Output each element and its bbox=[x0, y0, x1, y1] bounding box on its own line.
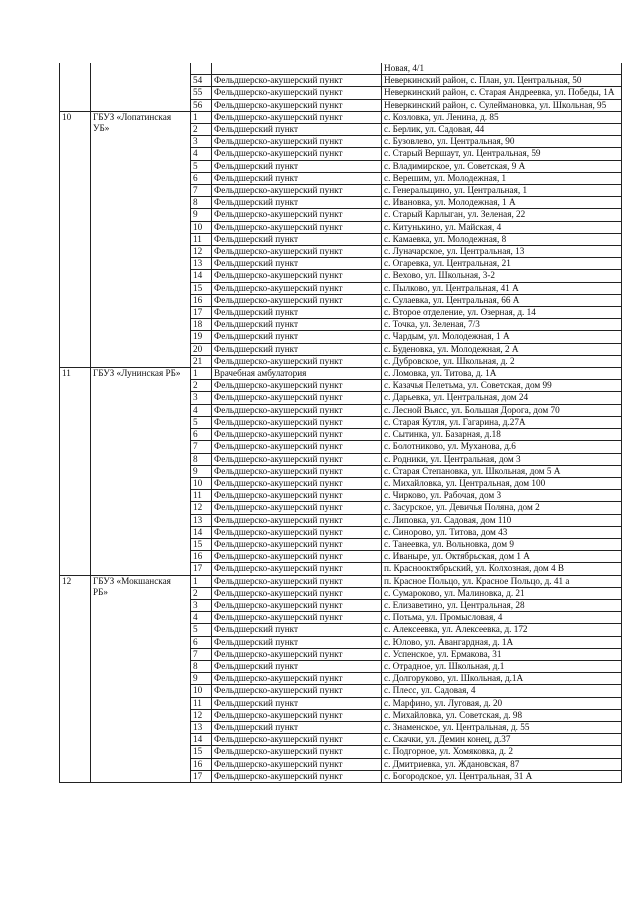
facility-address-cell: с. Луначарское, ул. Центральная, 13 bbox=[382, 246, 622, 258]
row-number-cell: 14 bbox=[191, 526, 212, 538]
facility-type-cell: Фельдшерский пункт bbox=[212, 197, 382, 209]
facility-address-cell: с. Бузовлево, ул. Центральная, 90 bbox=[382, 136, 622, 148]
facility-type-cell: Фельдшерско-акушерский пункт bbox=[212, 502, 382, 514]
facility-type-cell: Фельдшерский пункт bbox=[212, 636, 382, 648]
facility-address-cell: п. Красное Польцо, ул. Красное Польцо, д. 41 а bbox=[382, 575, 622, 587]
facility-type-cell: Фельдшерско-акушерский пункт bbox=[212, 465, 382, 477]
facilities-table-body bbox=[60, 63, 622, 782]
row-number-cell: 6 bbox=[191, 172, 212, 184]
facility-address-cell: с. Чирково, ул. Рабочая, дом 3 bbox=[382, 490, 622, 502]
facility-address-cell: с. Второе отделение, ул. Озерная, д. 14 bbox=[382, 307, 622, 319]
facility-type-cell: Фельдшерско-акушерский пункт bbox=[212, 673, 382, 685]
facility-address-cell: с. Сытинка, ул. Базарная, д.18 bbox=[382, 429, 622, 441]
facility-type-cell: Фельдшерско-акушерский пункт bbox=[212, 514, 382, 526]
group-org-cell: ГБУЗ «Лопатинская УБ» bbox=[91, 111, 191, 367]
facility-address-cell: с. Лесной Вьясс, ул. Большая Дорога, дом 70 bbox=[382, 404, 622, 416]
facility-type-cell: Фельдшерский пункт bbox=[212, 233, 382, 245]
row-number-cell: 17 bbox=[191, 307, 212, 319]
group-org-cell: ГБУЗ «Мокшанская РБ» bbox=[91, 575, 191, 782]
facility-address-cell: с. Болотниково, ул. Муханова, д.6 bbox=[382, 441, 622, 453]
row-number-cell: 12 bbox=[191, 246, 212, 258]
group-number-cell: 11 bbox=[60, 368, 91, 575]
row-number-cell: 12 bbox=[191, 709, 212, 721]
facility-address-cell: с. Липовка, ул. Садовая, дом 110 bbox=[382, 514, 622, 526]
facility-type-cell: Врачебная амбулатория bbox=[212, 368, 382, 380]
facility-address-cell: с. Богородское, ул. Центральная, 31 А bbox=[382, 770, 622, 782]
facility-type-cell: Фельдшерско-акушерский пункт bbox=[212, 392, 382, 404]
facility-type-cell: Фельдшерско-акушерский пункт bbox=[212, 185, 382, 197]
facility-type-cell: Фельдшерско-акушерский пункт bbox=[212, 758, 382, 770]
row-number-cell: 14 bbox=[191, 270, 212, 282]
facility-address-cell: с. Дубровское, ул. Школьная, д. 2 bbox=[382, 355, 622, 367]
facility-address-cell: с. Пылково, ул. Центральная, 41 А bbox=[382, 282, 622, 294]
facility-address-cell: с. Отрадное, ул. Школьная, д.1 bbox=[382, 660, 622, 672]
facility-address-cell: с. Владимирское, ул. Советская, 9 А bbox=[382, 160, 622, 172]
facility-type-cell: Фельдшерский пункт bbox=[212, 343, 382, 355]
facility-type-cell: Фельдшерско-акушерский пункт bbox=[212, 99, 382, 111]
row-number-cell: 9 bbox=[191, 465, 212, 477]
row-number-cell: 5 bbox=[191, 416, 212, 428]
facility-address-cell: с. Подгорное, ул. Хомяковка, д. 2 bbox=[382, 746, 622, 758]
row-number-cell: 8 bbox=[191, 453, 212, 465]
row-number-cell: 10 bbox=[191, 685, 212, 697]
facility-type-cell: Фельдшерско-акушерский пункт bbox=[212, 209, 382, 221]
facility-type-cell: Фельдшерско-акушерский пункт bbox=[212, 551, 382, 563]
facility-type-cell: Фельдшерско-акушерский пункт bbox=[212, 685, 382, 697]
facility-address-cell: с. Сулаевка, ул. Центральная, 66 А bbox=[382, 294, 622, 306]
facility-type-cell: Фельдшерско-акушерский пункт bbox=[212, 770, 382, 782]
facility-type-cell bbox=[212, 63, 382, 75]
facility-address-cell: с. Старая Кутля, ул. Гагарина, д.27А bbox=[382, 416, 622, 428]
facility-type-cell: Фельдшерско-акушерский пункт bbox=[212, 612, 382, 624]
facility-address-cell: с. Ломовка, ул. Титова, д. 1А bbox=[382, 368, 622, 380]
row-number-cell: 13 bbox=[191, 514, 212, 526]
facility-address-cell: с. Юлово, ул. Авангардная, д. 1А bbox=[382, 636, 622, 648]
facility-address-cell: с. Иваныре, ул. Октябрьская, дом 1 А bbox=[382, 551, 622, 563]
row-number-cell: 3 bbox=[191, 599, 212, 611]
facility-type-cell: Фельдшерский пункт bbox=[212, 258, 382, 270]
facility-type-cell: Фельдшерско-акушерский пункт bbox=[212, 648, 382, 660]
facility-address-cell: с. Михайловка, ул. Центральная, дом 100 bbox=[382, 477, 622, 489]
facility-type-cell: Фельдшерско-акушерский пункт bbox=[212, 87, 382, 99]
facility-type-cell: Фельдшерско-акушерский пункт bbox=[212, 148, 382, 160]
group-org-cell bbox=[91, 63, 191, 111]
facility-address-cell: с. Михайловка, ул. Советская, д. 98 bbox=[382, 709, 622, 721]
row-number-cell: 14 bbox=[191, 734, 212, 746]
facility-type-cell: Фельдшерско-акушерский пункт bbox=[212, 75, 382, 87]
facility-address-cell: с. Старая Степановка, ул. Школьная, дом 5 А bbox=[382, 465, 622, 477]
facility-type-cell: Фельдшерско-акушерский пункт bbox=[212, 355, 382, 367]
facility-address-cell: с. Знаменское, ул. Центральная, д. 55 bbox=[382, 721, 622, 733]
facility-address-cell: с. Елизаветино, ул. Центральная, 28 bbox=[382, 599, 622, 611]
facility-type-cell: Фельдшерско-акушерский пункт bbox=[212, 734, 382, 746]
group-number-cell bbox=[60, 63, 91, 111]
row-number-cell: 5 bbox=[191, 160, 212, 172]
row-number-cell: 2 bbox=[191, 124, 212, 136]
row-number-cell: 12 bbox=[191, 502, 212, 514]
facility-address-cell: с. Алексеевка, ул. Алексеевка, д. 172 bbox=[382, 624, 622, 636]
row-number-cell: 10 bbox=[191, 221, 212, 233]
facility-type-cell: Фельдшерско-акушерский пункт bbox=[212, 429, 382, 441]
row-number-cell: 17 bbox=[191, 770, 212, 782]
row-number-cell: 6 bbox=[191, 429, 212, 441]
facility-type-cell: Фельдшерский пункт bbox=[212, 331, 382, 343]
row-number-cell: 13 bbox=[191, 721, 212, 733]
facility-address-cell: с. Родники, ул. Центральная, дом 3 bbox=[382, 453, 622, 465]
row-number-cell: 5 bbox=[191, 624, 212, 636]
facility-type-cell: Фельдшерский пункт bbox=[212, 124, 382, 136]
facility-type-cell: Фельдшерско-акушерский пункт bbox=[212, 416, 382, 428]
facility-address-cell: с. Огаревка, ул. Центральная, 21 bbox=[382, 258, 622, 270]
facility-address-cell: с. Старый Карлыган, ул. Зеленая, 22 bbox=[382, 209, 622, 221]
facility-type-cell: Фельдшерский пункт bbox=[212, 319, 382, 331]
table-row bbox=[60, 63, 622, 75]
facility-address-cell: с. Камаевка, ул. Молодежная, 8 bbox=[382, 233, 622, 245]
row-number-cell: 3 bbox=[191, 136, 212, 148]
facility-type-cell: Фельдшерско-акушерский пункт bbox=[212, 246, 382, 258]
row-number-cell: 56 bbox=[191, 99, 212, 111]
row-number-cell: 9 bbox=[191, 209, 212, 221]
row-number-cell: 1 bbox=[191, 368, 212, 380]
facility-address-cell: с. Успенское, ул. Ермакова, 31 bbox=[382, 648, 622, 660]
facility-type-cell: Фельдшерско-акушерский пункт bbox=[212, 282, 382, 294]
facility-type-cell: Фельдшерский пункт bbox=[212, 660, 382, 672]
facility-address-cell: с. Казачья Пелетьма, ул. Советская, дом 99 bbox=[382, 380, 622, 392]
facility-type-cell: Фельдшерско-акушерский пункт bbox=[212, 746, 382, 758]
row-number-cell: 16 bbox=[191, 758, 212, 770]
row-number-cell: 8 bbox=[191, 660, 212, 672]
row-number-cell: 7 bbox=[191, 441, 212, 453]
facility-type-cell: Фельдшерско-акушерский пункт bbox=[212, 221, 382, 233]
row-number-cell: 8 bbox=[191, 197, 212, 209]
row-number-cell: 15 bbox=[191, 538, 212, 550]
row-number-cell: 1 bbox=[191, 575, 212, 587]
group-org-cell: ГБУЗ «Лунинская РБ» bbox=[91, 368, 191, 575]
facility-address-cell: с. Марфино, ул. Луговая, д. 20 bbox=[382, 697, 622, 709]
facility-address-cell: с. Берлик, ул. Садовая, 44 bbox=[382, 124, 622, 136]
row-number-cell: 11 bbox=[191, 233, 212, 245]
row-number-cell: 1 bbox=[191, 111, 212, 123]
facility-type-cell: Фельдшерский пункт bbox=[212, 307, 382, 319]
row-number-cell: 2 bbox=[191, 380, 212, 392]
facility-address-cell: Неверкинский район, с. Старая Андреевка, ул. Победы, 1А bbox=[382, 87, 622, 99]
facility-address-cell: с. Китунькино, ул. Майская, 4 bbox=[382, 221, 622, 233]
row-number-cell: 7 bbox=[191, 648, 212, 660]
row-number-cell bbox=[191, 63, 212, 75]
facility-address-cell: с. Плесс, ул. Садовая, 4 bbox=[382, 685, 622, 697]
facility-type-cell: Фельдшерский пункт bbox=[212, 160, 382, 172]
facility-address-cell: с. Скачки, ул. Демин конец, д.37 bbox=[382, 734, 622, 746]
row-number-cell: 19 bbox=[191, 331, 212, 343]
table-row bbox=[60, 111, 622, 123]
facility-type-cell: Фельдшерский пункт bbox=[212, 172, 382, 184]
facility-address-cell: с. Козловка, ул. Ленина, д. 85 bbox=[382, 111, 622, 123]
facility-type-cell: Фельдшерско-акушерский пункт bbox=[212, 441, 382, 453]
facility-type-cell: Фельдшерско-акушерский пункт bbox=[212, 563, 382, 575]
facility-address-cell: с. Синорово, ул. Титова, дом 43 bbox=[382, 526, 622, 538]
row-number-cell: 11 bbox=[191, 697, 212, 709]
row-number-cell: 4 bbox=[191, 148, 212, 160]
group-number-cell: 10 bbox=[60, 111, 91, 367]
row-number-cell: 4 bbox=[191, 404, 212, 416]
facility-address-cell: с. Верешим, ул. Молодежная, 1 bbox=[382, 172, 622, 184]
table-row bbox=[60, 368, 622, 380]
row-number-cell: 9 bbox=[191, 673, 212, 685]
facility-address-cell: Новая, 4/1 bbox=[382, 63, 622, 75]
row-number-cell: 2 bbox=[191, 587, 212, 599]
group-number-cell: 12 bbox=[60, 575, 91, 782]
facility-type-cell: Фельдшерско-акушерский пункт bbox=[212, 294, 382, 306]
facility-address-cell: Неверкинский район, с. План, ул. Центральная, 50 bbox=[382, 75, 622, 87]
facility-type-cell: Фельдшерско-акушерский пункт bbox=[212, 526, 382, 538]
facility-address-cell: с. Точка, ул. Зеленая, 7/3 bbox=[382, 319, 622, 331]
facility-type-cell: Фельдшерский пункт bbox=[212, 697, 382, 709]
row-number-cell: 7 bbox=[191, 185, 212, 197]
facility-type-cell: Фельдшерско-акушерский пункт bbox=[212, 490, 382, 502]
facility-type-cell: Фельдшерско-акушерский пункт bbox=[212, 111, 382, 123]
row-number-cell: 6 bbox=[191, 636, 212, 648]
facility-address-cell: Неверкинский район, с. Сулеймановка, ул. Школьная, 95 bbox=[382, 99, 622, 111]
facility-address-cell: с. Генеральщино, ул. Центральная, 1 bbox=[382, 185, 622, 197]
facility-address-cell: с. Засурское, ул. Девичья Поляна, дом 2 bbox=[382, 502, 622, 514]
row-number-cell: 21 bbox=[191, 355, 212, 367]
row-number-cell: 11 bbox=[191, 490, 212, 502]
facility-type-cell: Фельдшерско-акушерский пункт bbox=[212, 709, 382, 721]
facility-type-cell: Фельдшерский пункт bbox=[212, 721, 382, 733]
facility-address-cell: п. Красноoктябрьский, ул. Колхозная, дом 4 В bbox=[382, 563, 622, 575]
facility-address-cell: с. Сумароково, ул. Малиновка, д. 21 bbox=[382, 587, 622, 599]
facility-type-cell: Фельдшерский пункт bbox=[212, 624, 382, 636]
row-number-cell: 15 bbox=[191, 746, 212, 758]
facility-address-cell: с. Потьма, ул. Промысловая, 4 bbox=[382, 612, 622, 624]
facility-address-cell: с. Танеевка, ул. Вольновка, дом 9 bbox=[382, 538, 622, 550]
facility-type-cell: Фельдшерско-акушерский пункт bbox=[212, 404, 382, 416]
row-number-cell: 20 bbox=[191, 343, 212, 355]
facility-address-cell: с. Дарьевка, ул. Центральная, дом 24 bbox=[382, 392, 622, 404]
row-number-cell: 15 bbox=[191, 282, 212, 294]
facility-address-cell: с. Вехово, ул. Школьная, 3-2 bbox=[382, 270, 622, 282]
row-number-cell: 16 bbox=[191, 551, 212, 563]
row-number-cell: 10 bbox=[191, 477, 212, 489]
row-number-cell: 54 bbox=[191, 75, 212, 87]
facility-address-cell: с. Долгоруково, ул. Школьная, д.1А bbox=[382, 673, 622, 685]
facility-address-cell: с. Ивановка, ул. Молодежная, 1 А bbox=[382, 197, 622, 209]
row-number-cell: 18 bbox=[191, 319, 212, 331]
facility-type-cell: Фельдшерско-акушерский пункт bbox=[212, 575, 382, 587]
facility-address-cell: с. Буденовка, ул. Молодежная, 2 А bbox=[382, 343, 622, 355]
facility-address-cell: с. Чардым, ул. Молодежная, 1 А bbox=[382, 331, 622, 343]
facility-type-cell: Фельдшерско-акушерский пункт bbox=[212, 270, 382, 282]
row-number-cell: 4 bbox=[191, 612, 212, 624]
row-number-cell: 13 bbox=[191, 258, 212, 270]
facilities-table bbox=[59, 63, 622, 783]
facility-type-cell: Фельдшерско-акушерский пункт bbox=[212, 599, 382, 611]
row-number-cell: 3 bbox=[191, 392, 212, 404]
facility-address-cell: с. Дмитриевка, ул. Ждановская, 87 bbox=[382, 758, 622, 770]
row-number-cell: 16 bbox=[191, 294, 212, 306]
facility-address-cell: с. Старый Вершаут, ул. Центральная, 59 bbox=[382, 148, 622, 160]
facility-type-cell: Фельдшерско-акушерский пункт bbox=[212, 136, 382, 148]
row-number-cell: 55 bbox=[191, 87, 212, 99]
table-row bbox=[60, 575, 622, 587]
facility-type-cell: Фельдшерско-акушерский пункт bbox=[212, 453, 382, 465]
facility-type-cell: Фельдшерско-акушерский пункт bbox=[212, 380, 382, 392]
facility-type-cell: Фельдшерско-акушерский пункт bbox=[212, 538, 382, 550]
facility-type-cell: Фельдшерско-акушерский пункт bbox=[212, 587, 382, 599]
facility-type-cell: Фельдшерско-акушерский пункт bbox=[212, 477, 382, 489]
row-number-cell: 17 bbox=[191, 563, 212, 575]
